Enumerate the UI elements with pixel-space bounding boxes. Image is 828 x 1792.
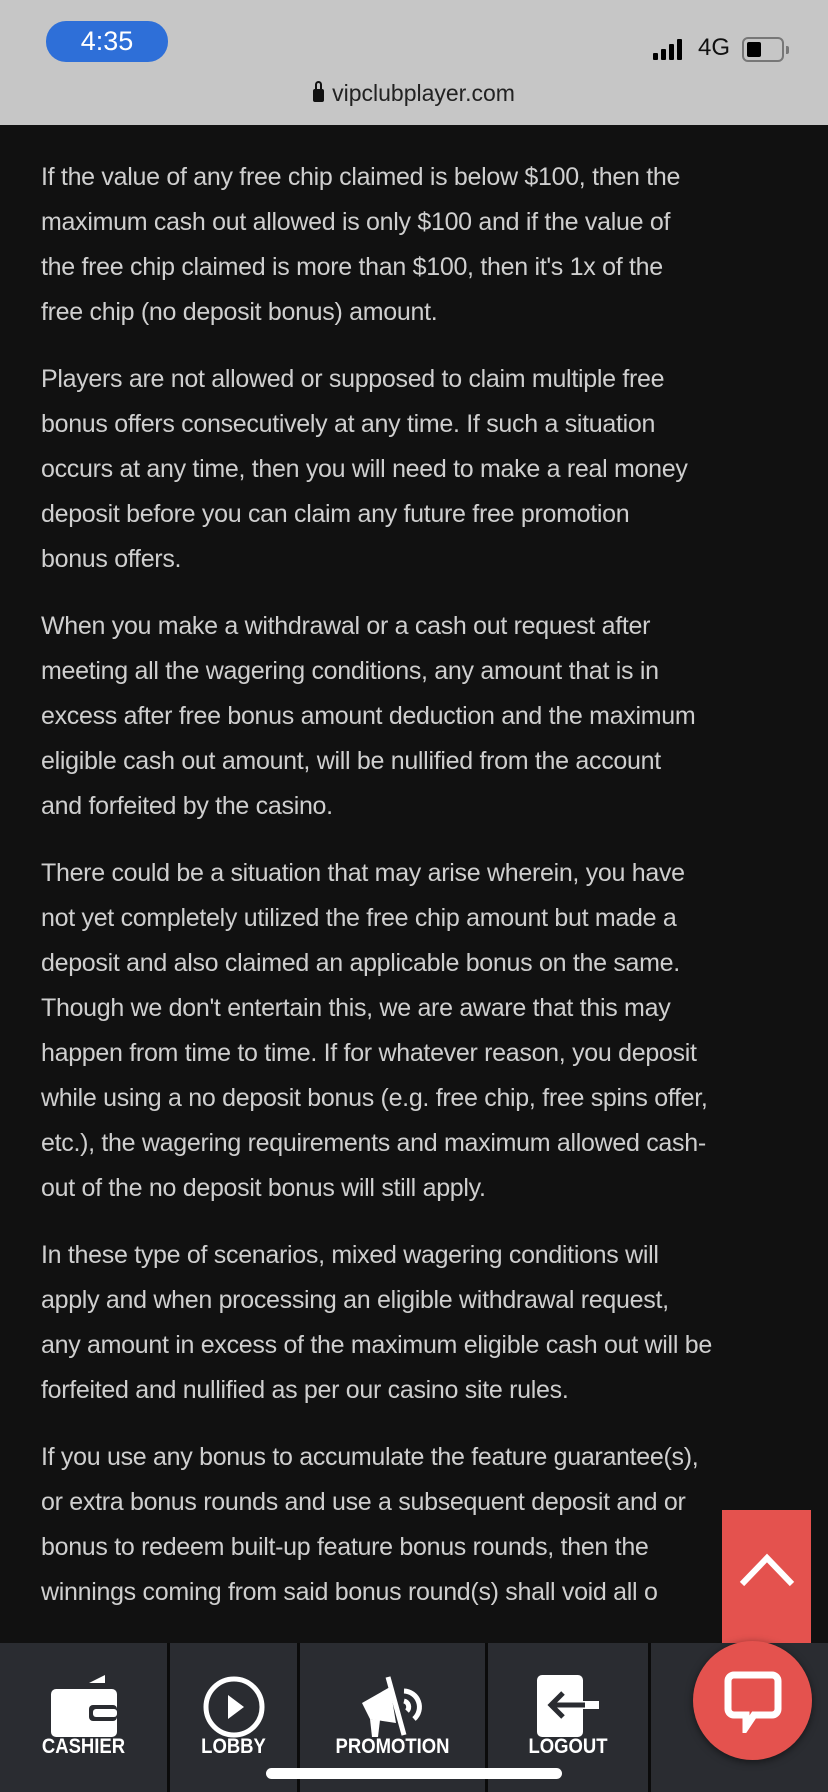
browser-status-bar	[0, 0, 828, 125]
text-line: forfeited and nullified as per our casino site rules.	[41, 1376, 569, 1404]
text-line: excess after free bonus amount deduction and the maximum	[41, 702, 696, 730]
nav-label: LOBBY	[201, 1735, 266, 1758]
url-text: vipclubplayer.com	[332, 80, 515, 106]
text-line: while using a no deposit bonus (e.g. free chip, free spins offer,	[41, 1084, 708, 1112]
network-type: 4G	[698, 34, 731, 61]
chevron-up-icon	[738, 1552, 796, 1588]
chat-bubble-icon	[724, 1671, 782, 1733]
text-line: happen from time to time. If for whatever reason, you deposit	[41, 1039, 697, 1067]
battery-icon	[742, 37, 784, 62]
text-line: out of the no deposit bonus will still apply.	[41, 1174, 486, 1202]
paragraph	[41, 155, 821, 335]
text-line: deposit and also claimed an applicable bonus on the same.	[41, 949, 680, 977]
megaphone-icon	[360, 1675, 426, 1741]
nav-cashier[interactable]	[0, 1643, 170, 1792]
paragraph	[41, 851, 821, 1211]
text-line: and forfeited by the casino.	[41, 792, 333, 820]
text-line: Though we don't entertain this, we are aware that this may	[41, 994, 671, 1022]
text-line: deposit before you can claim any future free promotion	[41, 500, 630, 528]
terms-content	[41, 155, 821, 1637]
logout-icon	[537, 1675, 599, 1737]
text-line: not yet completely utilized the free chip amount but made a	[41, 904, 677, 932]
text-line: In these type of scenarios, mixed wagering conditions will	[41, 1241, 659, 1269]
text-line: eligible cash out amount, will be nullified from the account	[41, 747, 661, 775]
text-line: If you use any bonus to accumulate the feature guarantee(s),	[41, 1443, 699, 1471]
text-line: etc.), the wagering requirements and maximum allowed cash-	[41, 1129, 706, 1157]
nav-label: LOGOUT	[528, 1735, 608, 1758]
paragraph	[41, 604, 821, 829]
text-line: If the value of any free chip claimed is below $100, then the	[41, 163, 681, 191]
text-line: any amount in excess of the maximum eligible cash out will be	[41, 1331, 712, 1359]
text-line: apply and when processing an eligible withdrawal request,	[41, 1286, 669, 1314]
signal-icon	[653, 38, 682, 60]
text-line: When you make a withdrawal or a cash out request after	[41, 612, 651, 640]
text-line: winnings coming from said bonus round(s) shall void all o	[41, 1578, 658, 1606]
text-line: bonus offers.	[41, 545, 182, 573]
text-line: Players are not allowed or supposed to claim multiple free	[41, 365, 665, 393]
paragraph	[41, 1435, 821, 1615]
text-line: There could be a situation that may arise wherein, you have	[41, 859, 685, 887]
text-line: occurs at any time, then you will need to make a real money	[41, 455, 688, 483]
text-line: maximum cash out allowed is only $100 and if the value of	[41, 208, 671, 236]
text-line: free chip (no deposit bonus) amount.	[41, 298, 438, 326]
text-line: bonus offers consecutively at any time. If such a situation	[41, 410, 656, 438]
status-time[interactable]: 4:35	[46, 21, 168, 62]
live-chat-button[interactable]	[693, 1641, 812, 1760]
text-line: bonus to redeem built-up feature bonus rounds, then the	[41, 1533, 649, 1561]
nav-label: PROMOTION	[335, 1735, 450, 1758]
text-line: the free chip claimed is more than $100, then it's 1x of the	[41, 253, 663, 281]
wallet-icon	[51, 1675, 117, 1737]
home-indicator	[266, 1768, 562, 1779]
paragraph	[41, 357, 821, 582]
paragraph	[41, 1233, 821, 1413]
nav-label: CASHIER	[41, 1735, 126, 1758]
text-line: meeting all the wagering conditions, any amount that is in	[41, 657, 659, 685]
scroll-to-top-button[interactable]	[722, 1510, 811, 1643]
play-circle-icon	[202, 1675, 266, 1739]
text-line: or extra bonus rounds and use a subsequent deposit and or	[41, 1488, 686, 1516]
address-bar[interactable]	[0, 80, 828, 107]
lock-icon	[313, 89, 324, 102]
